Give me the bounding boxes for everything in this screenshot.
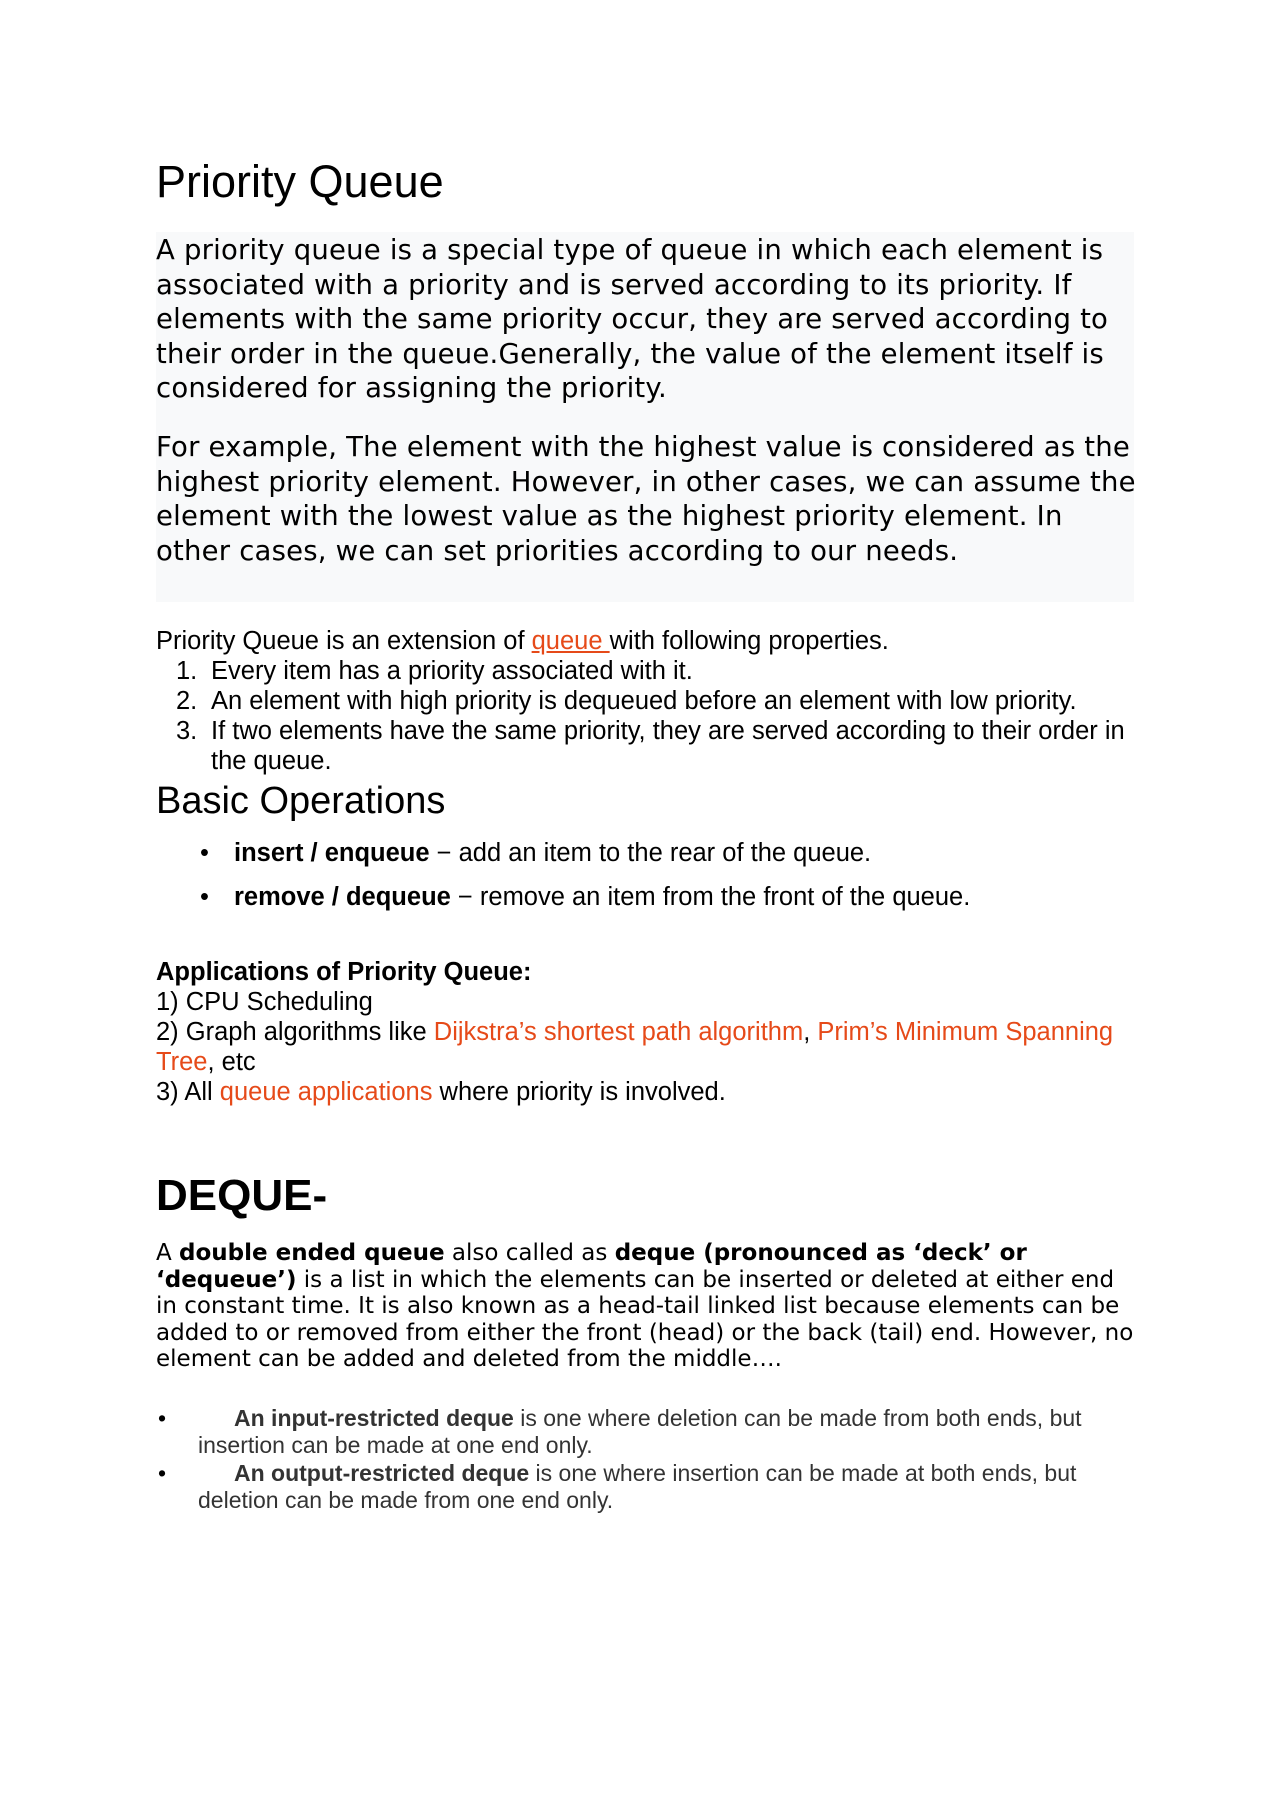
bullet-icon: • bbox=[158, 1405, 167, 1431]
list-item bbox=[156, 656, 1136, 686]
restricted-term: An input-restricted deque bbox=[234, 1405, 514, 1431]
deque-term: deque (pronounced as ‘deck’ or ‘dequeue’) bbox=[156, 1240, 1027, 1293]
list-item bbox=[156, 686, 1136, 716]
bullet-icon: • bbox=[200, 883, 209, 911]
operation-desc: − remove an item from the front of the queue. bbox=[450, 883, 971, 911]
intro-line bbox=[156, 626, 889, 656]
basic-operations-heading: Basic Operations bbox=[156, 780, 446, 822]
deque-term: double ended queue bbox=[179, 1240, 445, 1266]
dijkstra-link[interactable]: Dijkstra’s shortest path algorithm bbox=[433, 1018, 804, 1046]
queue-applications-link[interactable]: queue applications bbox=[219, 1078, 433, 1106]
deque-heading: DEQUE- bbox=[156, 1171, 328, 1220]
list-item bbox=[156, 1460, 1116, 1513]
deque-text: A bbox=[156, 1240, 180, 1266]
deque-paragraph bbox=[156, 1240, 1141, 1373]
queue-link[interactable]: queue bbox=[531, 627, 610, 655]
separator: , bbox=[803, 1018, 818, 1046]
list-number: 3. bbox=[176, 717, 198, 745]
applications-title: Applications of Priority Queue: bbox=[156, 958, 532, 986]
applications-list bbox=[156, 987, 1136, 1107]
list-item bbox=[156, 1405, 1116, 1458]
intro-text: Priority Queue is an extension of bbox=[156, 627, 532, 655]
operation-term: remove / dequeue bbox=[234, 883, 451, 911]
application-text: where priority is involved. bbox=[432, 1078, 726, 1106]
application-item bbox=[156, 1077, 1136, 1107]
bullet-icon: • bbox=[200, 839, 209, 867]
deque-text: also called as bbox=[444, 1240, 615, 1266]
list-item bbox=[156, 716, 1136, 776]
prim-link[interactable]: Prim’s Minimum Spanning Tree bbox=[156, 1018, 1114, 1076]
page-title: Priority Queue bbox=[156, 156, 444, 207]
list-number: 2. bbox=[176, 687, 198, 715]
list-item bbox=[156, 882, 970, 926]
restricted-term: An output-restricted deque bbox=[234, 1460, 530, 1486]
restricted-desc: is one where insertion can be made at both ends, but deletion can be made from one end only. bbox=[198, 1460, 1077, 1513]
application-text: 3) All bbox=[156, 1078, 220, 1106]
application-item bbox=[156, 1017, 1136, 1077]
example-paragraph: For example, The element with the highest value is considered as the highest priority element. However, in other cases, we can assume the element with the lowest value as the highest priority element. In other cases, we can set priorities according to our needs. bbox=[156, 431, 1136, 567]
application-text: 2) Graph algorithms like bbox=[156, 1018, 434, 1046]
application-text: , etc bbox=[207, 1048, 256, 1076]
deque-text: is a list in which the elements can be inserted or deleted at either end in constant time. It is also known as a head-tail linked list because elements can be added to or removed from either the front (head) or the back (tail) end. However, no element can be added and deleted from the middle…. bbox=[156, 1266, 1134, 1372]
list-item-text: An element with high priority is dequeued before an element with low priority. bbox=[211, 687, 1077, 715]
operations-list bbox=[156, 838, 970, 926]
definition-paragraph: A priority queue is a special type of queue in which each element is associated with a priority and is served according to its priority. If elements with the same priority occur, they are served according to their order in the queue.Generally, the value of the element itself is considered for assigning the priority. bbox=[156, 234, 1109, 404]
intro-text-end: with following properties. bbox=[609, 627, 889, 655]
list-number: 1. bbox=[176, 657, 198, 685]
restricted-deque-list bbox=[156, 1405, 1116, 1515]
properties-list bbox=[156, 656, 1136, 776]
list-item-text: Every item has a priority associated with it. bbox=[211, 657, 693, 685]
operation-term: insert / enqueue bbox=[234, 839, 430, 867]
bullet-icon: • bbox=[158, 1460, 167, 1486]
restricted-desc: is one where deletion can be made from both ends, but insertion can be made at one end only. bbox=[198, 1405, 1082, 1458]
operation-desc: − add an item to the rear of the queue. bbox=[429, 839, 872, 867]
list-item-text: If two elements have the same priority, they are served according to their order in the queue. bbox=[211, 717, 1125, 775]
list-item bbox=[156, 838, 970, 882]
application-item: 1) CPU Scheduling bbox=[156, 988, 373, 1016]
